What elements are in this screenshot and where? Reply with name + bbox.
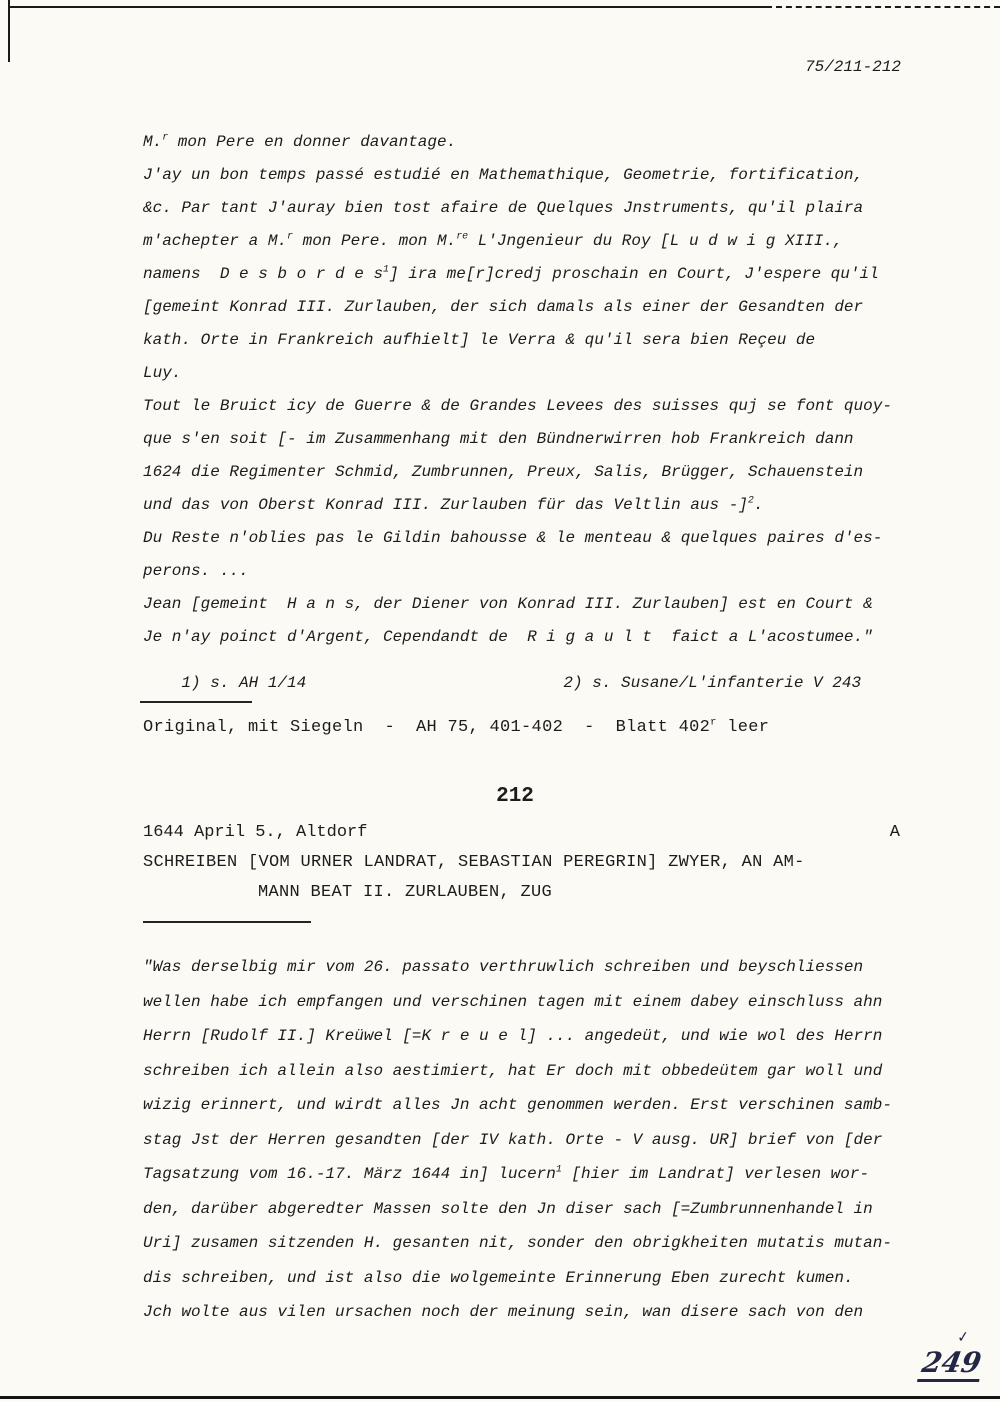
scan-edge-left bbox=[8, 0, 10, 62]
text-line: 1624 die Regimenter Schmid, Zumbrunnen, Preux, Salis, Brügger, Schauenstein bbox=[143, 463, 864, 481]
footnote-2: 2) s. Susane/L'infanterie V 243 bbox=[563, 674, 862, 692]
text-line: Herrn [Rudolf II.] Kreüwel [=K r e u e l] ... angedeüt, und wie wol des Herrn bbox=[143, 1027, 883, 1045]
text-line: wellen habe ich empfangen und verschinen tagen mit einem dabey einschluss ahn bbox=[143, 992, 883, 1011]
text-line: J'ay un bon temps passé estudié en Mathemathique, Geometrie, fortification, bbox=[143, 166, 864, 184]
provenance-note: Original, mit Siegeln - AH 75, 401-402 - Blatt 402$^r$ leer bbox=[143, 716, 770, 737]
page-reference: 75/211-212 bbox=[805, 58, 902, 76]
quote-divider-rule bbox=[143, 921, 311, 923]
text-line: &c. Par tant J'auray bien tost afaire de Quelques Jnstruments, qu'il plaira bbox=[143, 199, 864, 217]
scan-edge-bottom bbox=[0, 1396, 1000, 1399]
scan-edge-top-dashed bbox=[776, 6, 1000, 8]
text-line: que s'en soit [- im Zusammenhang mit den Bündnerwirren hob Frankreich dann bbox=[143, 430, 854, 448]
text-line: namens D e s b o r d e $s^1$] ira me[r]credj proschain en Court, J'espere qu'il bbox=[143, 263, 879, 283]
entry-dateline: 1644 April 5., Altdorf bbox=[143, 823, 368, 842]
divider-rule bbox=[140, 701, 252, 703]
text-line: schreiben ich allein also aestimiert, hat Er doch mit obbedeütem gar woll und bbox=[143, 1061, 883, 1080]
text-line: wizig erinnert, und wirdt alles Jn acht genommen werden. Erst verschinen samb- bbox=[143, 1096, 892, 1114]
text-line: Du Reste n'oblies pas le Gildin bahousse & le menteau & quelques paires d'es- bbox=[143, 529, 883, 547]
text-line: [gemeint Konrad III. Zurlauben, der sich damals als einer der Gesandten der bbox=[143, 298, 864, 316]
check-icon: ✓ bbox=[956, 1328, 969, 1349]
quote-transcription bbox=[143, 950, 973, 1330]
text-line: perons. ... bbox=[143, 562, 249, 580]
text-line: Jean [gemeint H a n s, der Diener von Konrad III. Zurlauben] est en Court & bbox=[143, 595, 873, 613]
footnotes bbox=[143, 656, 963, 710]
text-line: den, darüber abgeredter Massen solte den Jn diser sach [=Zumbrunnenhandel in bbox=[143, 1199, 873, 1218]
entry-number: 212 bbox=[496, 785, 534, 808]
footnote-1: 1) s. AH 1/14 bbox=[181, 674, 307, 692]
text-line: "Was derselbig mir vom 26. passato verthruwlich schreiben und beyschliessen bbox=[143, 958, 864, 976]
text-line: kath. Orte in Frankreich aufhielt] le Verra & qu'il sera bien Reçeu de bbox=[143, 331, 816, 349]
entry-series-mark: A bbox=[889, 823, 900, 842]
handwritten-mark bbox=[919, 1328, 984, 1382]
text-line: und das von Oberst Konrad III. Zurlauben für das Veltlin aus -]$^2$. bbox=[143, 494, 764, 514]
letter-transcription bbox=[143, 126, 963, 654]
entry-dateline-row bbox=[143, 823, 900, 842]
text-line: stag Jst der Herren gesandten [der IV kath. Orte - V ausg. UR] brief von [der bbox=[143, 1130, 883, 1149]
entry-title-line-1: SCHREIBEN [VOM URNER LANDRAT, SEBASTIAN PEREGRIN] ZWYER, AN AM- bbox=[143, 853, 805, 872]
text-line: dis schreiben, und ist also die wolgemeinte Erinnerung Eben zurecht kumen. bbox=[143, 1268, 854, 1287]
text-line: Uri] zusamen sitzenden H. gesanten nit, sonder den obrigkheiten mutatis mutan- bbox=[143, 1234, 892, 1252]
text-line: m'achepter a M.$^r$ mon Pere. mon M.$^{re}$ L'Jngenieur du Roy [L u d w i g XIII., bbox=[143, 230, 843, 250]
entry-title-line-2: MANN BEAT II. ZURLAUBEN, ZUG bbox=[258, 883, 553, 902]
text-line: Tout le Bruict icy de Guerre & de Grandes Levees des suisses quj se font quoy- bbox=[143, 397, 892, 415]
scan-edge-top bbox=[10, 6, 772, 8]
text-line: Tagsatzung vom 16.-17. März 1644 in] lucern$^1$ [hier im Landrat] verlesen wor- bbox=[143, 1163, 870, 1183]
text-line: M.$^r$ mon Pere en donner davantage. bbox=[143, 131, 457, 151]
handwritten-page-number: 249 bbox=[917, 1348, 985, 1382]
text-line: Luy. bbox=[143, 364, 182, 382]
text-line: Je n'ay poinct d'Argent, Cependandt de R i g a u l t faict a L'acostumee." bbox=[143, 628, 873, 646]
text-line: Jch wolte aus vilen ursachen noch der meinung sein, wan disere sach von den bbox=[143, 1303, 864, 1321]
